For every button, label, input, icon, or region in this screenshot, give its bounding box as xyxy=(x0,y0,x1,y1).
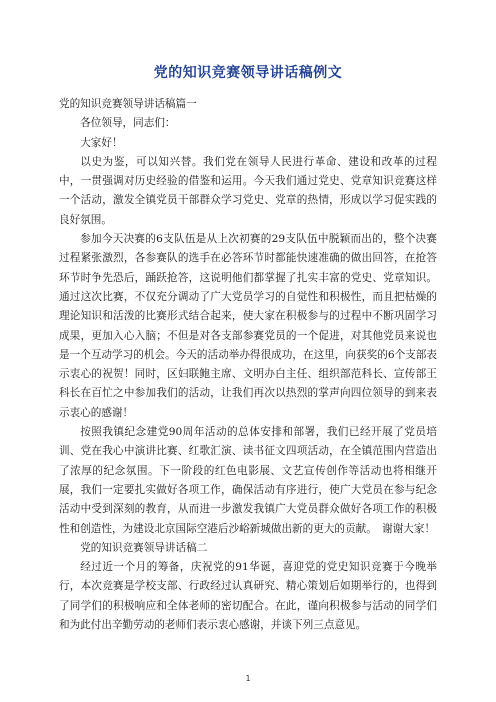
paragraph: 经过近一个月的筹备，庆祝党的91华诞，喜迎党的党史知识竞赛于今晚举行，本次竞赛是学校支部、行政经过认真研究、精心策划后如期举行的，也得到了同学们的积极响应和全体老师的密切配合。在此，谨向积极参与活动的同学们和为此付出辛勤劳动的老师们表示衷心感谢，并谈下列三点意见。 xyxy=(59,561,437,632)
paragraph: 按照我镇纪念建党90周年活动的总体安排和部署，我们已经开展了党员培训、党在我心中演讲比赛、红歌汇演、读书征文四项活动，在全镇范围内营造出了浓厚的纪念氛围。下一阶段的红色电影展、文艺宣传创作等活动也将相继开展，我们一定要扎实做好各项工作，确保活动有序进行，使广大党员在参与纪念活动中受到深刻的教育，从而进一步激发我镇广大党员群众做好各项工作的积极性和创造性，为建设北京国际空港后沙峪新城做出新的更大的贡献。 谢谢大家！ xyxy=(59,426,437,535)
paragraph: 参加今天决赛的6支队伍是从上次初赛的29支队伍中脱颖而出的，整个决赛过程紧张激烈，各参赛队的选手在必答环节时都能快速准确的做出回答，在抢答环节时争先恐后，踊跃抢答，这说明他们都掌握了扎实丰富的党史、党章知识。通过这次比赛，不仅充分调动了广大党员学习的自觉性和积极性，而且把枯燥的理论知识和活泼的比赛形式结合起来，使大家在积极参与的过程中不断巩固学习成果，更加入心入脑；不但是对各支部参赛党员的一个促进，对其他党员来说也是一个互动学习的机会。今天的活动举办得很成功，在这里，向获奖的6个支部表示衷心的祝贺！同时，区妇联鲍主席、文明办白主任、组织部范科长、宣传部王科长在百忙之中参加我们的活动，让我们再次以热烈的掌声向四位领导的到来表示衷心的感谢！ xyxy=(59,233,437,419)
page-number: 1 xyxy=(245,674,251,683)
paragraph: 以史为鉴，可以知兴替。我们党在领导人民进行革命、建设和改革的过程中，一贯强调对历史经验的借鉴和运用。今天我们通过党史、党章知识竞赛这样一个活动，激发全镇党员干部群众学习党史、党章的热情，形成以学习促实践的良好氛围。 xyxy=(59,155,437,226)
document-body xyxy=(59,95,437,635)
section-heading-2: 党的知识竞赛领导讲话稿二 xyxy=(80,541,208,554)
salutation: 各位领导，同志们： xyxy=(80,117,176,130)
greeting: 大家好！ xyxy=(80,136,123,149)
document-title: 党的知识竞赛领导讲话稿例文 xyxy=(153,65,343,81)
section-heading-1: 党的知识竞赛领导讲话稿篇一 xyxy=(59,98,197,110)
